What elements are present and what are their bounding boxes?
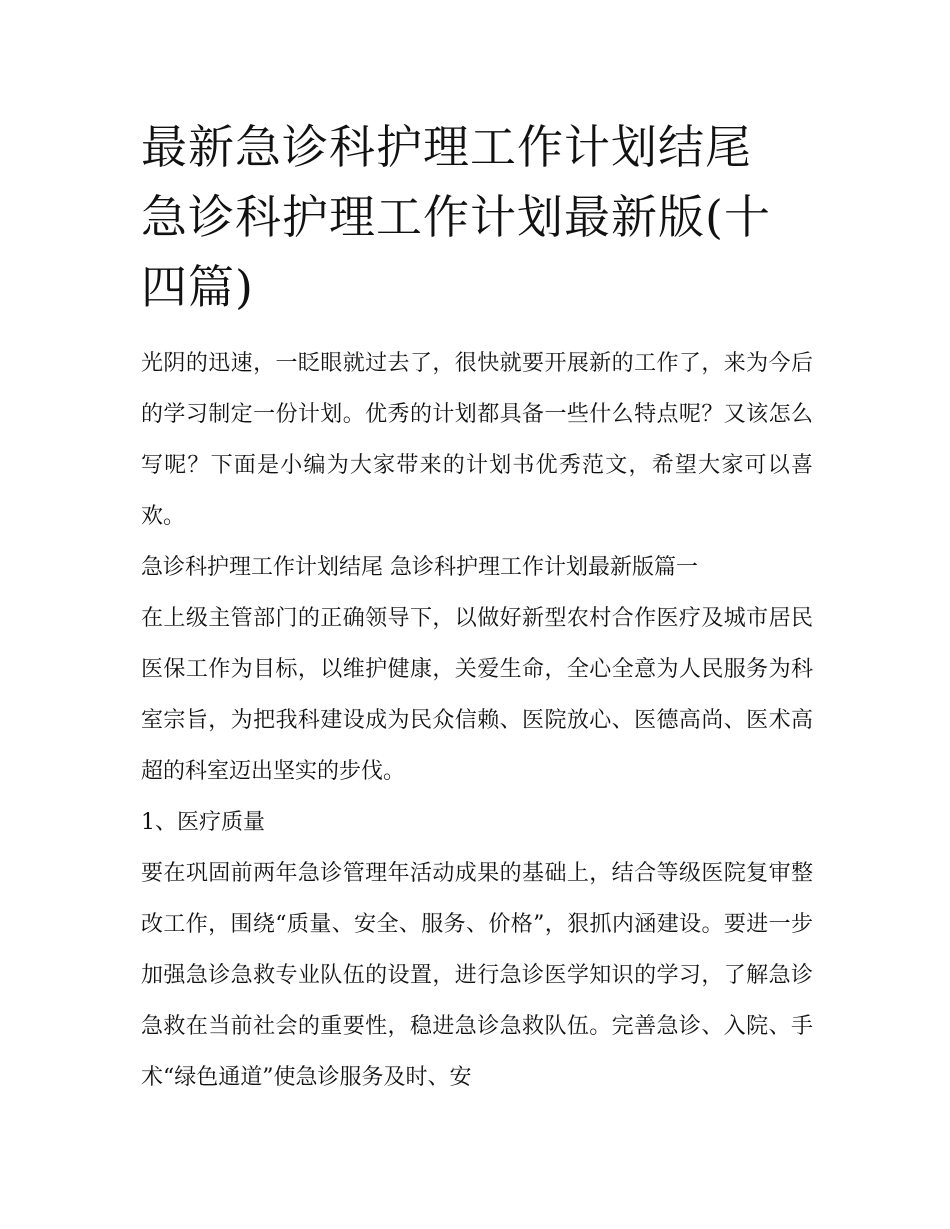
body-paragraph: 在上级主管部门的正确领导下，以做好新型农村合作医疗及城市居民医保工作为目标，以维护健康，关爱生命，全心全意为人民服务为科室宗旨，为把我科建设成为民众信赖、医院放心、医德高尚、医术高超的科室迈出坚实的步伐。 [141, 606, 813, 784]
section-heading: 急诊科护理工作计划结尾 急诊科护理工作计划最新版篇一 [141, 555, 698, 580]
intro-paragraph: 光阴的迅速，一眨眼就过去了，很快就要开展新的工作了，来为今后的学习制定一份计划。优秀的计划都具备一些什么特点呢？又该怎么写呢？下面是小编为大家带来的计划书优秀范文，希望大家可以喜欢。 [141, 351, 813, 529]
subsection-heading: 1、医疗质量 [141, 810, 265, 835]
document-body [141, 112, 813, 1103]
document-title: 最新急诊科护理工作计划结尾 急诊科护理工作计划最新版(十四篇) [141, 120, 771, 314]
body-paragraph: 要在巩固前两年急诊管理年活动成果的基础上，结合等级医院复审整改工作，围绕“质量、安全、服务、价格”，狠抓内涵建设。要进一步加强急诊急救专业队伍的设置，进行急诊医学知识的学习，了解急诊急救在当前社会的重要性，稳进急诊急救队伍。完善急诊、入院、手术“绿色通道”使急诊服务及时、安 [141, 861, 813, 1090]
